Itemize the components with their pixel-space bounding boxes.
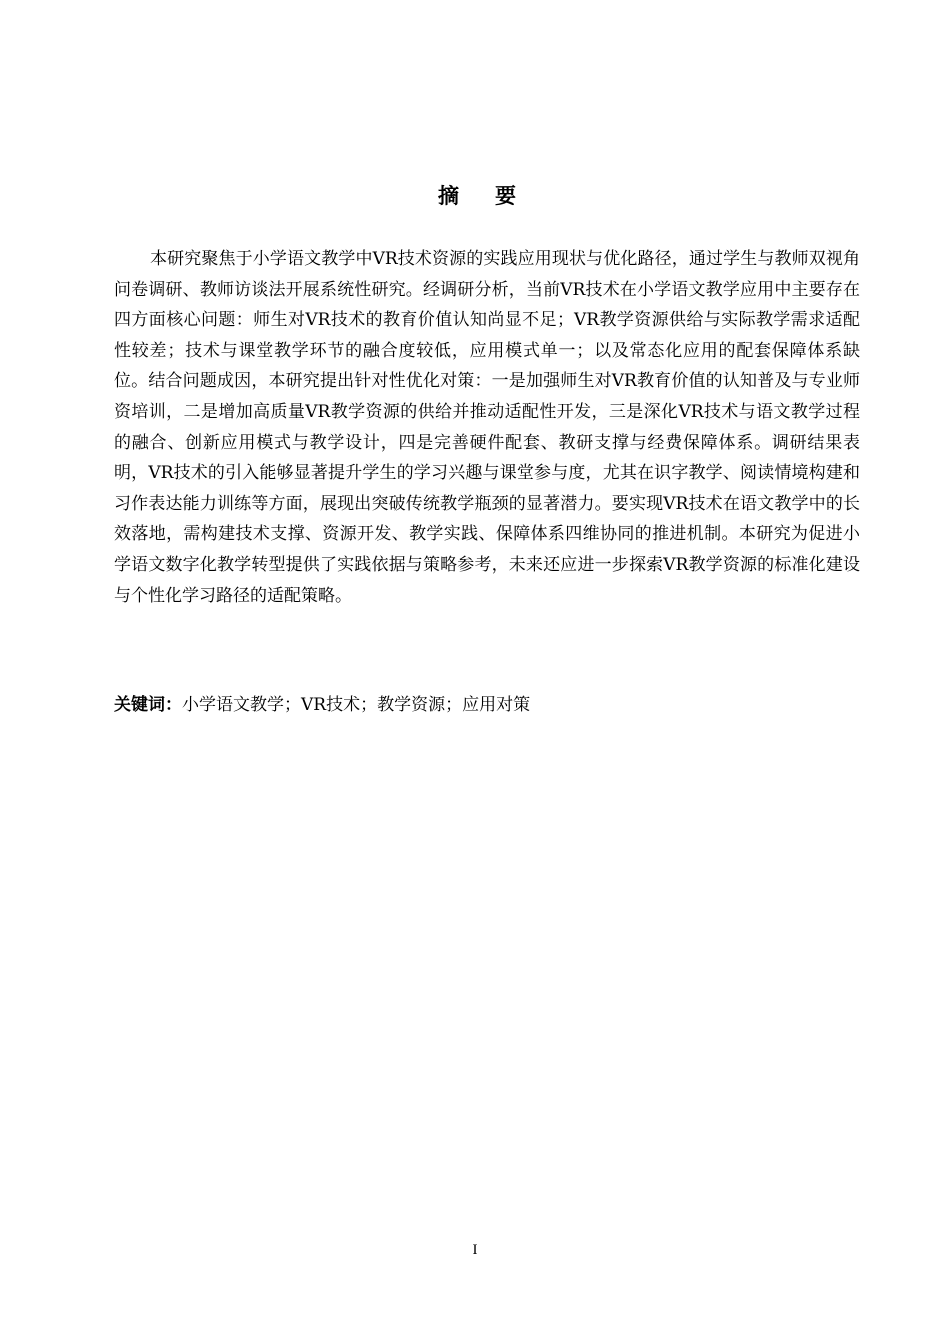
keywords-label: 关键词： (114, 695, 182, 715)
keywords-value: 小学语文教学；VR技术；教学资源；应用对策 (182, 695, 531, 715)
keywords-line (114, 690, 860, 720)
page-number: I (472, 1242, 478, 1258)
abstract-title: 摘要 (438, 184, 552, 208)
abstract-body: 本研究聚焦于小学语文教学中VR技术资源的实践应用现状与优化路径，通过学生与教师双视角问卷调研、教师访谈法开展系统性研究。经调研分析，当前VR技术在小学语文教学应用中主要存在四方面核心问题：师生对VR技术的教育价值认知尚显不足；VR教学资源供给与实际教学需求适配性较差；技术与课堂教学环节的融合度较低，应用模式单一；以及常态化应用的配套保障体系缺位。结合问题成因，本研究提出针对性优化对策：一是加强师生对VR教育价值的认知普及与专业师资培训，二是增加高质量VR教学资源的供给并推动适配性开发，三是深化VR技术与语文教学过程的融合、创新应用模式与教学设计，四是完善硬件配套、教研支撑与经费保障体系。调研结果表明，VR技术的引入能够显著提升学生的学习兴趣与课堂参与度，尤其在识字教学、阅读情境构建和习作表达能力训练等方面，展现出突破传统教学瓶颈的显著潜力。要实现VR技术在语文教学中的长效落地，需构建技术支撑、资源开发、教学实践、保障体系四维协同的推进机制。本研究为促进小学语文数字化教学转型提供了实践依据与策略参考，未来还应进一步探索VR教学资源的标准化建设与个性化学习路径的适配策略。 (114, 249, 860, 606)
